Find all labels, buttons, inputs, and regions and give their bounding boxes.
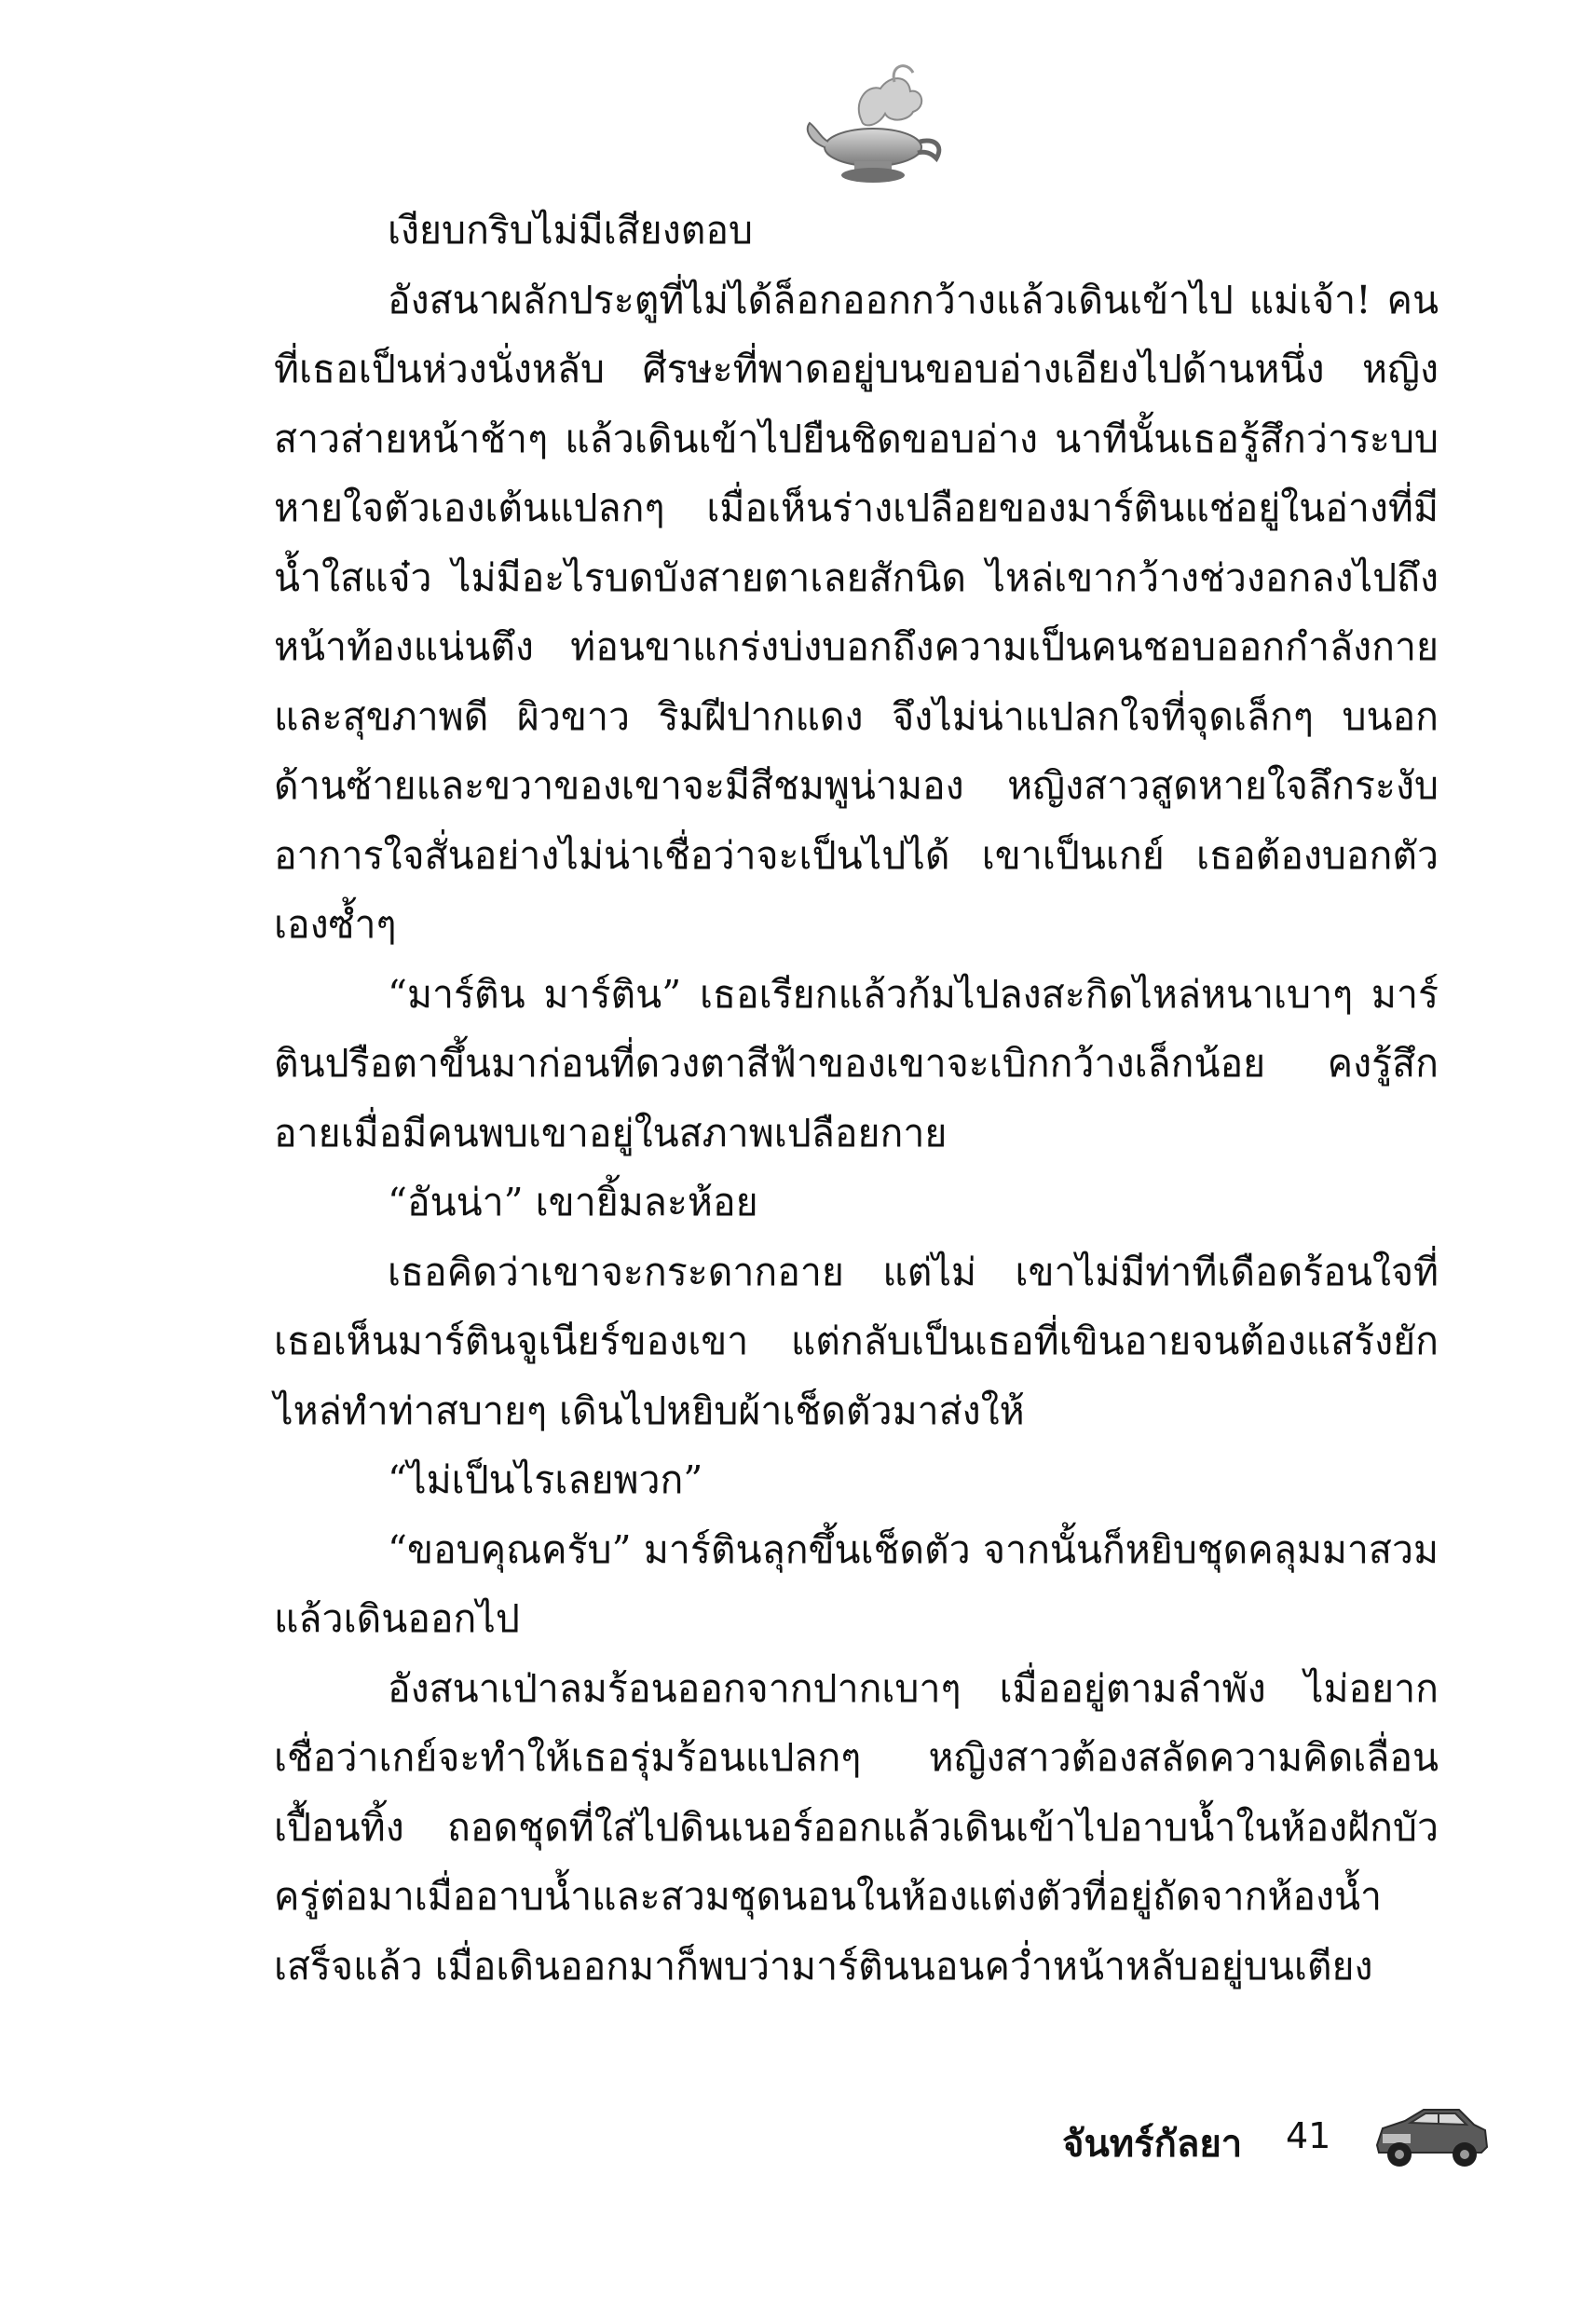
- paragraph: เธอคิดว่าเขาจะกระดากอาย แต่ไม่ เขาไม่มีท่าทีเดือดร้อนใจที่เธอเห็นมาร์ตินจูเนียร์ของเขา แต่กลับเป็นเธอที่เขินอายจนต้องแสร้งยักไหล่ทำท่าสบายๆ เดินไปหยิบผ้าเช็ดตัวมาส่งให้: [274, 1249, 1439, 1433]
- paragraph: “อันน่า” เขายิ้มละห้อย: [388, 1180, 758, 1224]
- paragraph: เงียบกริบไม่มีเสียงตอบ: [388, 208, 753, 253]
- page-footer: [1062, 2087, 1491, 2190]
- paragraph: อังสนาผลักประตูที่ไม่ได้ล็อกออกกว้างแล้วเดินเข้าไป แม่เจ้า! คนที่เธอเป็นห่วงนั่งหลับ ศีรษะที่พาดอยู่บนขอบอ่างเอียงไปด้านหนึ่ง หญิงสาวส่ายหน้าช้าๆ แล้วเดินเข้าไปยืนชิดขอบอ่าง นาทีนั้นเธอรู้สึกว่าระบบหายใจตัวเองเต้นแปลกๆ เมื่อเห็นร่างเปลือยของมาร์ตินแช่อยู่ในอ่างที่มีน้ำใสแจ๋ว ไม่มีอะไรบดบังสายตาเลยสักนิด ไหล่เขากว้างช่วงอกลงไปถึงหน้าท้องแน่นตึง ท่อนขาแกร่งบ่งบอกถึงความเป็นคนชอบออกกำลังกายและสุขภาพดี ผิวขาว ริมฝีปากแดง จึงไม่น่าแปลกใจที่จุดเล็กๆ บนอกด้านซ้ายและขวาของเขาจะมีสีชมพูน่ามอง หญิงสาวสูดหายใจลึกระงับอาการใจสั่นอย่างไม่น่าเชื่อว่าจะเป็นไปได้ เขาเป็นเกย์ เธอต้องบอกตัวเองซ้ำๆ: [274, 277, 1439, 947]
- genie-lamp-icon: [797, 56, 955, 196]
- paragraph: “มาร์ติน มาร์ติน” เธอเรียกแล้วก้มไปลงสะกิดไหล่หนาเบาๆ มาร์ตินปรือตาขึ้นมาก่อนที่ดวงตาสีฟ้าของเขาจะเบิกกว้างเล็กน้อย คงรู้สึกอายเมื่อมีคนพบเขาอยู่ในสภาพเปลือยกาย: [274, 971, 1439, 1156]
- classic-car-icon: [1370, 2087, 1491, 2181]
- body-text: [274, 196, 1439, 2001]
- paragraph: อังสนาเป่าลมร้อนออกจากปากเบาๆ เมื่ออยู่ตามลำพัง ไม่อยากเชื่อว่าเกย์จะทำให้เธอรุ่มร้อนแปลกๆ หญิงสาวต้องสลัดความคิดเลื่อนเปื้อนทิ้ง ถอดชุดที่ใส่ไปดินเนอร์ออกแล้วเดินเข้าไปอาบน้ำในห้องฝักบัวครู่ต่อมาเมื่ออาบน้ำและสวมชุดนอนในห้องแต่งตัวที่อยู่ถัดจากห้องน้ำเสร็จแล้ว เมื่อเดินออกมาก็พบว่ามาร์ตินนอนคว่ำหน้าหลับอยู่บนเตียง: [274, 1665, 1439, 1989]
- paragraph: “ไม่เป็นไรเลยพวก”: [388, 1457, 703, 1502]
- page-number: 41: [1286, 2115, 1331, 2156]
- paragraph: “ขอบคุณครับ” มาร์ตินลุกขึ้นเช็ดตัว จากนั้นก็หยิบชุดคลุมมาสวมแล้วเดินออกไป: [274, 1526, 1439, 1641]
- book-title: จันทร์กัลยา: [1062, 2123, 1243, 2166]
